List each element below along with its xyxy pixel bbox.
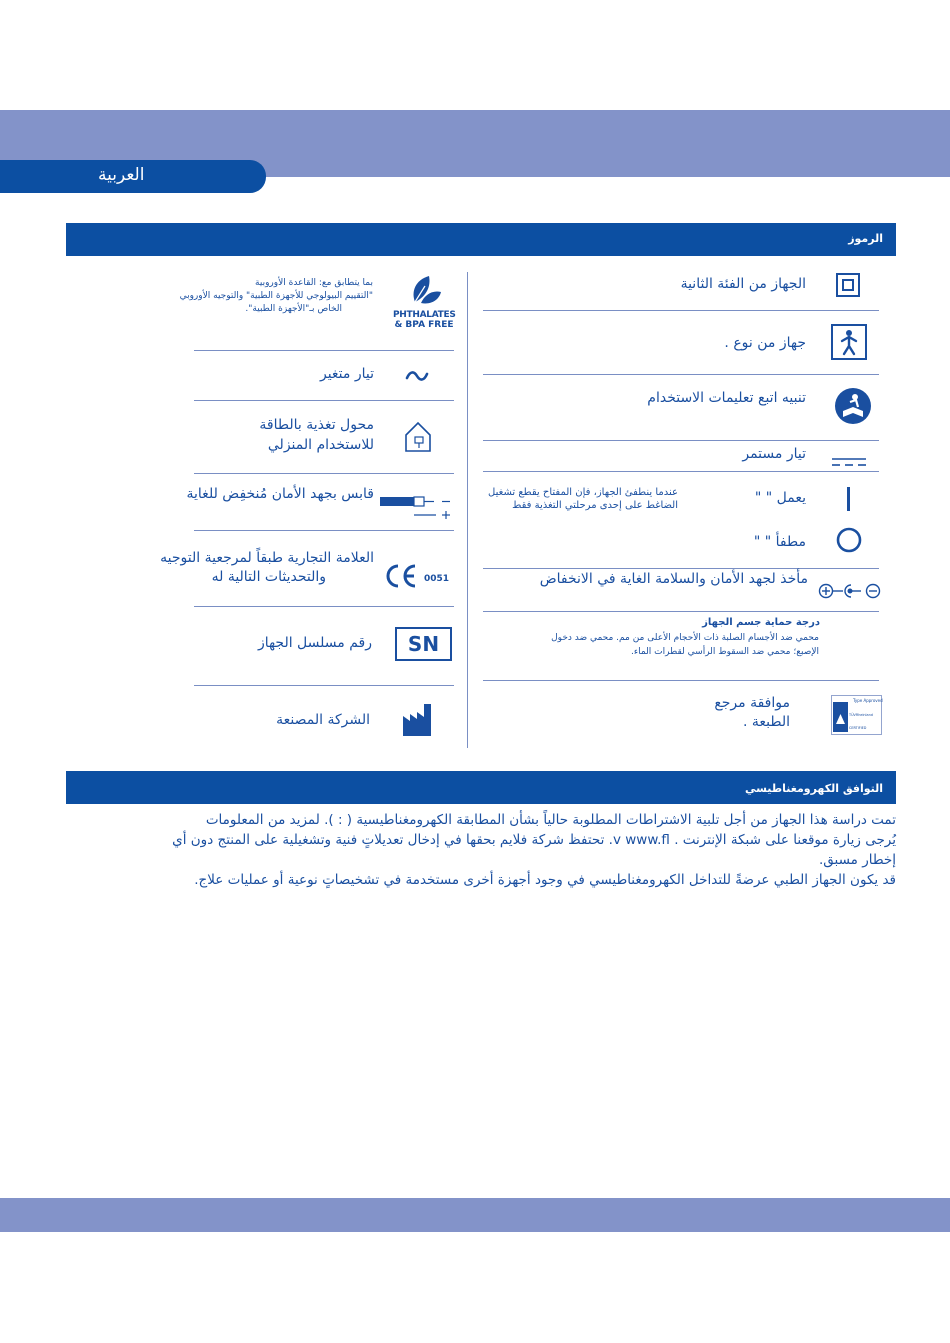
emc-paragraph-line2: يُرجى زيارة موقعنا على شبكة الإنترنت . v www.fl. تحتفظ شركة فلايم بحقها في إدخال تعديلاتٍ فنية وتشغيلية على المنتج دون أي bbox=[172, 832, 896, 848]
language-tab[interactable] bbox=[0, 160, 266, 193]
tuv-brand-text: TÜVRheinland bbox=[849, 713, 873, 717]
type-bf-person-icon bbox=[831, 324, 867, 364]
type-bf-label: جهاز من نوع . bbox=[724, 335, 806, 351]
polarity-icon bbox=[818, 582, 882, 604]
phthalates-text-line1: بما يتطابق مع: القاعدة الأوروبية bbox=[255, 278, 373, 288]
divider bbox=[194, 400, 454, 401]
serial-number-icon bbox=[395, 627, 452, 661]
column-divider bbox=[467, 272, 468, 748]
ip-rating-line1: محمي ضد الأجسام الصلبة ذات الأحجام الأعلى من مم. محمي ضد دخول bbox=[551, 633, 819, 643]
manufacturer-label: الشركة المصنعة bbox=[276, 712, 370, 728]
ce-mark-line2: والتحديثات التالية له bbox=[211, 569, 326, 585]
bottom-banner bbox=[0, 1198, 950, 1232]
tuv-cert-text: CERTIFIED bbox=[849, 726, 867, 730]
power-on-label: يعمل " " bbox=[754, 490, 806, 506]
dc-current-icon bbox=[832, 452, 868, 471]
power-switch-note: عندما ينطفئ الجهاز، فإن المفتاح يقطع تشغيل الضاغط على إحدى مرحلتي التغذية فقط bbox=[488, 487, 678, 511]
divider bbox=[194, 685, 454, 686]
emc-section-header bbox=[66, 771, 896, 804]
power-off-circle-icon bbox=[836, 527, 862, 557]
ce-notified-body-number: 0051 bbox=[424, 574, 450, 584]
ce-mark-icon bbox=[384, 563, 418, 593]
serial-number-icon-text: SN bbox=[407, 632, 440, 656]
divider bbox=[483, 568, 879, 569]
divider bbox=[483, 471, 879, 472]
power-off-label: مطفأ " " bbox=[753, 534, 806, 550]
phthalates-text-line2: "التقييم البيولوجي للأجهزة الطبية" والتوجيه الأوروبي bbox=[179, 291, 373, 301]
divider bbox=[483, 440, 879, 441]
symbols-section-title: الرموز bbox=[848, 232, 883, 245]
phthalates-logo-line1: PHTHALATES bbox=[393, 310, 456, 320]
polarity-label: مأخذ لجهد الأمان والسلامة الغاية في الانخفاض bbox=[539, 571, 808, 587]
serial-number-label: رقم مسلسل الجهاز bbox=[257, 635, 372, 651]
ce-mark-line1: العلامة التجارية طبقاً لمرجعية التوجيه bbox=[160, 550, 374, 566]
class-ii-label: الجهاز من الفئة الثانية bbox=[680, 276, 806, 292]
emc-paragraph-line4: قد يكون الجهاز الطبي عرضةً للتداخل الكهرومغناطيسي في وجود أجهزة أخرى مستخدمة في تشخيصاتٍ نوعية أو عمليات علاج. bbox=[194, 872, 896, 888]
phthalates-bpa-free-icon bbox=[393, 272, 455, 330]
divider bbox=[194, 350, 454, 351]
alternating-current-icon bbox=[405, 368, 429, 387]
phthalates-logo-line2: & BPA FREE bbox=[394, 320, 454, 330]
phthalates-text-line3: الخاص بـ"الأجهزة الطبية". bbox=[245, 304, 342, 314]
emc-section-title: التوافق الكهرومغناطيسي bbox=[744, 782, 883, 795]
divider bbox=[483, 611, 879, 612]
ac-current-label: تيار متغير bbox=[319, 366, 374, 382]
manufacturer-icon bbox=[403, 704, 431, 740]
divider bbox=[483, 374, 879, 375]
power-on-line-icon bbox=[847, 487, 851, 515]
tuv-label-line2: الطبعة . bbox=[742, 714, 790, 730]
tuv-approved-icon bbox=[831, 695, 882, 739]
read-instructions-icon bbox=[834, 387, 872, 429]
indoor-use-icon bbox=[404, 421, 432, 457]
language-tab-label: العربية bbox=[98, 165, 145, 185]
divider bbox=[194, 530, 454, 531]
read-instructions-label: تنبيه اتبع تعليمات الاستخدام bbox=[647, 390, 806, 406]
divider bbox=[194, 606, 454, 607]
tuv-top-text: Type Approved bbox=[853, 698, 883, 703]
divider bbox=[483, 680, 879, 681]
class-ii-square-icon bbox=[836, 273, 860, 301]
dc-current-label: تيار مستمر bbox=[742, 446, 806, 462]
tuv-label-line1: موافقة مرجع bbox=[714, 695, 790, 711]
low-voltage-plug-label: قابس بجهد الأمان مُنخفِض للغاية bbox=[186, 486, 374, 502]
divider bbox=[194, 473, 454, 474]
emc-paragraph-line3: إخطار مسبق. bbox=[819, 852, 896, 868]
symbols-section-header bbox=[66, 223, 896, 256]
ip-rating-title: درجة حماية جسم الجهاز bbox=[702, 617, 820, 628]
ip-rating-line2: الإصبع؛ محمي ضد السقوط الرأسي لقطرات الماء. bbox=[631, 647, 819, 657]
low-voltage-plug-icon bbox=[380, 493, 456, 523]
divider bbox=[483, 310, 879, 311]
emc-paragraph-line1: تمت دراسة هذا الجهاز من أجل تلبية الاشتراطات المطلوبة حالياً بشأن المطابقة الكهرومغناطيسية ( : ). لمزيد من المعلومات bbox=[205, 812, 896, 828]
indoor-use-line2: للاستخدام المنزلي bbox=[267, 437, 374, 453]
indoor-use-line1: محول تغذية بالطاقة bbox=[259, 417, 374, 433]
